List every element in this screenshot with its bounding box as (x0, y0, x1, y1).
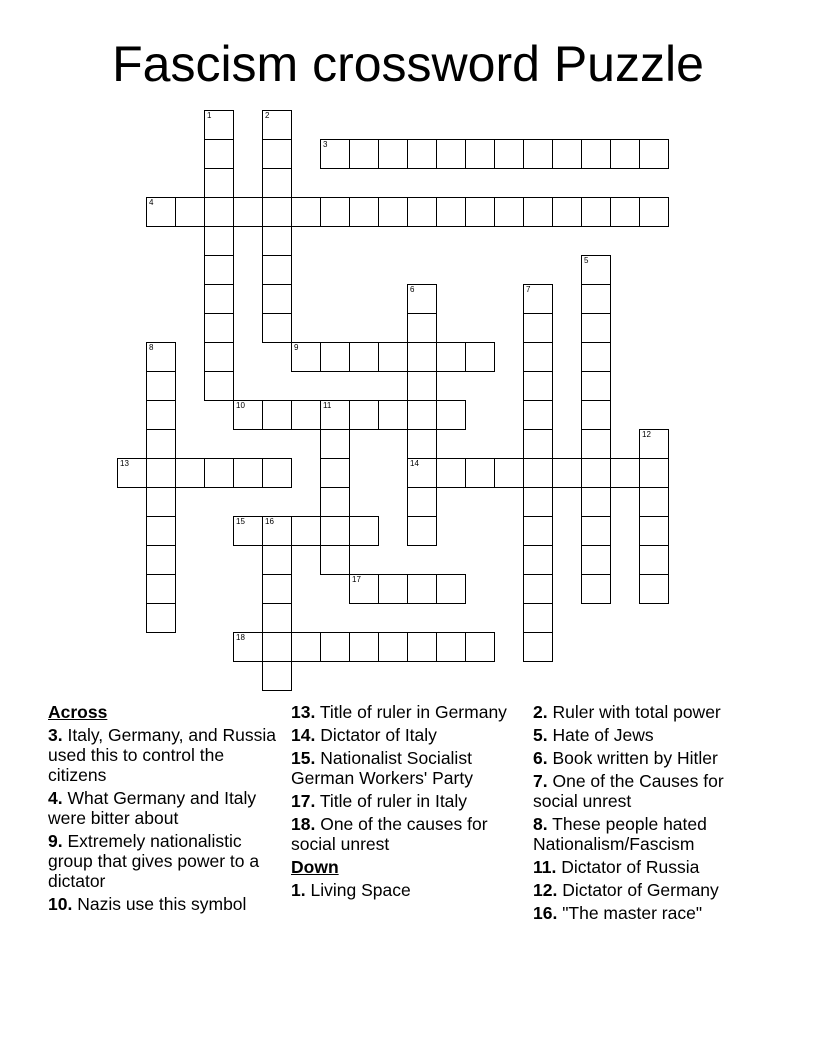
clue-across-14: 14. Dictator of Italy (291, 725, 437, 745)
grid-cell[interactable] (349, 139, 379, 169)
grid-cell[interactable] (639, 197, 669, 227)
cell-number: 14 (410, 459, 419, 468)
grid-cell[interactable] (320, 342, 350, 372)
grid-cell[interactable] (581, 342, 611, 372)
grid-cell[interactable] (204, 110, 234, 140)
grid-cell[interactable] (320, 429, 350, 459)
grid-cell[interactable] (262, 516, 292, 546)
grid-cell[interactable] (262, 400, 292, 430)
grid-cell[interactable] (291, 516, 321, 546)
grid-cell[interactable] (146, 487, 176, 517)
grid-cell[interactable] (552, 139, 582, 169)
grid-cell[interactable] (581, 313, 611, 343)
grid-cell[interactable] (146, 603, 176, 633)
grid-cell[interactable] (407, 284, 437, 314)
clue-down-7: 7. One of the Causes for social unrest (533, 771, 724, 811)
grid-cell[interactable] (291, 197, 321, 227)
grid-cell[interactable] (262, 632, 292, 662)
grid-cell[interactable] (320, 139, 350, 169)
grid-cell[interactable] (523, 516, 553, 546)
grid-cell[interactable] (465, 342, 495, 372)
grid-cell[interactable] (233, 197, 263, 227)
grid-cell[interactable] (610, 458, 640, 488)
grid-cell[interactable] (320, 400, 350, 430)
clue-across-17: 17. Title of ruler in Italy (291, 791, 468, 811)
clue-across-15: 15. Nationalist Socialist German Workers' Party (291, 748, 473, 788)
grid-cell[interactable] (320, 516, 350, 546)
grid-cell[interactable] (494, 139, 524, 169)
grid-cell[interactable] (262, 313, 292, 343)
grid-cell[interactable] (146, 516, 176, 546)
grid-cell[interactable] (465, 139, 495, 169)
cell-number: 3 (323, 140, 328, 149)
grid-cell[interactable] (523, 429, 553, 459)
grid-cell[interactable] (523, 342, 553, 372)
grid-cell[interactable] (407, 429, 437, 459)
grid-cell[interactable] (146, 371, 176, 401)
clue-across-3: 3. Italy, Germany, and Russia used this to control the citizens (48, 725, 276, 785)
grid-cell[interactable] (204, 371, 234, 401)
clue-down-2: 2. Ruler with total power (533, 702, 721, 722)
grid-cell[interactable] (233, 458, 263, 488)
grid-cell[interactable] (146, 574, 176, 604)
cell-number: 10 (236, 401, 245, 410)
grid-cell[interactable] (639, 429, 669, 459)
cell-number: 5 (584, 256, 589, 265)
clue-across-9: 9. Extremely nationalistic group that gives power to a dictator (48, 831, 260, 891)
cell-number: 15 (236, 517, 245, 526)
grid-cell[interactable] (523, 313, 553, 343)
grid-cell[interactable] (407, 371, 437, 401)
clues-column-2 (291, 702, 516, 903)
grid-cell[interactable] (436, 632, 466, 662)
cell-number: 17 (352, 575, 361, 584)
grid-cell[interactable] (581, 545, 611, 575)
grid-cell[interactable] (407, 313, 437, 343)
grid-cell[interactable] (349, 632, 379, 662)
grid-cell[interactable] (407, 516, 437, 546)
grid-cell[interactable] (262, 255, 292, 285)
grid-cell[interactable] (320, 632, 350, 662)
clue-across-13: 13. Title of ruler in Germany (291, 702, 507, 722)
cell-number: 1 (207, 111, 212, 120)
grid-cell[interactable] (262, 545, 292, 575)
clue-down-12: 12. Dictator of Germany (533, 880, 719, 900)
clue-across-4: 4. What Germany and Italy were bitter about (48, 788, 257, 828)
clue-across-10: 10. Nazis use this symbol (48, 894, 247, 914)
cell-number: 12 (642, 430, 651, 439)
grid-cell[interactable] (146, 197, 176, 227)
grid-cell[interactable] (320, 197, 350, 227)
grid-cell[interactable] (262, 574, 292, 604)
grid-cell[interactable] (610, 197, 640, 227)
clues-column-1 (48, 702, 278, 917)
grid-cell[interactable] (146, 342, 176, 372)
grid-cell[interactable] (639, 458, 669, 488)
grid-cell[interactable] (320, 487, 350, 517)
grid-cell[interactable] (291, 400, 321, 430)
grid-cell[interactable] (552, 197, 582, 227)
grid-cell[interactable] (378, 574, 408, 604)
clue-down-5: 5. Hate of Jews (533, 725, 654, 745)
grid-cell[interactable] (291, 632, 321, 662)
grid-cell[interactable] (436, 574, 466, 604)
cell-number: 8 (149, 343, 154, 352)
grid-cell[interactable] (204, 197, 234, 227)
grid-cell[interactable] (320, 545, 350, 575)
grid-cell[interactable] (233, 400, 263, 430)
grid-cell[interactable] (436, 458, 466, 488)
grid-cell[interactable] (291, 342, 321, 372)
grid-cell[interactable] (407, 632, 437, 662)
cell-number: 18 (236, 633, 245, 642)
grid-cell[interactable] (262, 168, 292, 198)
grid-cell[interactable] (639, 487, 669, 517)
grid-cell[interactable] (204, 342, 234, 372)
grid-cell[interactable] (581, 516, 611, 546)
puzzle-title: Fascism crossword Puzzle (112, 36, 704, 92)
grid-cell[interactable] (204, 139, 234, 169)
grid-cell[interactable] (262, 197, 292, 227)
cell-number: 11 (323, 401, 332, 410)
grid-cell[interactable] (349, 574, 379, 604)
grid-cell[interactable] (407, 139, 437, 169)
grid-cell[interactable] (581, 429, 611, 459)
grid-cell[interactable] (639, 139, 669, 169)
grid-cell[interactable] (378, 400, 408, 430)
grid-cell[interactable] (436, 400, 466, 430)
grid-cell[interactable] (581, 371, 611, 401)
clue-across-18: 18. One of the causes for social unrest (291, 814, 488, 854)
grid-cell[interactable] (523, 197, 553, 227)
grid-cell[interactable] (204, 255, 234, 285)
grid-cell[interactable] (523, 139, 553, 169)
cell-number: 6 (410, 285, 415, 294)
grid-cell[interactable] (523, 284, 553, 314)
grid-cell[interactable] (436, 139, 466, 169)
clue-down-16: 16. "The master race" (533, 903, 703, 923)
grid-cell[interactable] (639, 516, 669, 546)
grid-cell[interactable] (465, 632, 495, 662)
grid-cell[interactable] (523, 603, 553, 633)
clue-down-1: 1. Living Space (291, 880, 411, 900)
grid-cell[interactable] (349, 342, 379, 372)
cell-number: 7 (526, 285, 531, 294)
grid-cell[interactable] (465, 458, 495, 488)
grid-cell[interactable] (349, 197, 379, 227)
grid-cell[interactable] (146, 458, 176, 488)
grid-cell[interactable] (378, 139, 408, 169)
down-heading: Down (291, 857, 339, 877)
cell-number: 2 (265, 111, 270, 120)
grid-cell[interactable] (204, 313, 234, 343)
grid-cell[interactable] (581, 487, 611, 517)
grid-cell[interactable] (639, 545, 669, 575)
grid-cell[interactable] (581, 139, 611, 169)
grid-cell[interactable] (146, 545, 176, 575)
grid-cell[interactable] (610, 139, 640, 169)
grid-cell[interactable] (117, 458, 147, 488)
grid-cell[interactable] (175, 458, 205, 488)
grid-cell[interactable] (262, 661, 292, 691)
grid-cell[interactable] (407, 574, 437, 604)
grid-cell[interactable] (233, 516, 263, 546)
grid-cell[interactable] (407, 487, 437, 517)
cell-number: 4 (149, 198, 154, 207)
grid-cell[interactable] (523, 371, 553, 401)
grid-cell[interactable] (523, 400, 553, 430)
grid-cell[interactable] (523, 574, 553, 604)
grid-cell[interactable] (407, 458, 437, 488)
grid-cell[interactable] (204, 226, 234, 256)
grid-cell[interactable] (407, 197, 437, 227)
grid-cell[interactable] (204, 458, 234, 488)
grid-cell[interactable] (494, 458, 524, 488)
grid-cell[interactable] (581, 197, 611, 227)
grid-cell[interactable] (262, 458, 292, 488)
grid-cell[interactable] (581, 400, 611, 430)
grid-cell[interactable] (523, 632, 553, 662)
grid-cell[interactable] (320, 458, 350, 488)
cell-number: 13 (120, 459, 129, 468)
grid-cell[interactable] (581, 574, 611, 604)
clue-down-6: 6. Book written by Hitler (533, 748, 718, 768)
grid-cell[interactable] (639, 574, 669, 604)
grid-cell[interactable] (581, 458, 611, 488)
grid-cell[interactable] (204, 168, 234, 198)
grid-cell[interactable] (465, 197, 495, 227)
cell-number: 9 (294, 343, 299, 352)
grid-cell[interactable] (262, 284, 292, 314)
grid-cell[interactable] (407, 342, 437, 372)
grid-cell[interactable] (378, 197, 408, 227)
grid-cell[interactable] (523, 545, 553, 575)
clue-down-11: 11. Dictator of Russia (533, 857, 700, 877)
clue-down-8: 8. These people hated Nationalism/Fascism (533, 814, 707, 854)
grid-cell[interactable] (523, 487, 553, 517)
across-heading: Across (48, 702, 108, 722)
grid-cell[interactable] (436, 197, 466, 227)
grid-cell[interactable] (233, 632, 263, 662)
grid-cell[interactable] (175, 197, 205, 227)
grid-cell[interactable] (581, 255, 611, 285)
grid-cell[interactable] (204, 284, 234, 314)
grid-cell[interactable] (146, 429, 176, 459)
grid-cell[interactable] (436, 342, 466, 372)
grid-cell[interactable] (523, 458, 553, 488)
grid-cell[interactable] (378, 632, 408, 662)
grid-cell[interactable] (262, 139, 292, 169)
grid-cell[interactable] (262, 226, 292, 256)
grid-cell[interactable] (552, 458, 582, 488)
grid-cell[interactable] (581, 284, 611, 314)
grid-cell[interactable] (262, 110, 292, 140)
cell-number: 16 (265, 517, 274, 526)
grid-cell[interactable] (349, 400, 379, 430)
grid-cell[interactable] (146, 400, 176, 430)
grid-cell[interactable] (407, 400, 437, 430)
grid-cell[interactable] (494, 197, 524, 227)
grid-cell[interactable] (349, 516, 379, 546)
grid-cell[interactable] (378, 342, 408, 372)
grid-cell[interactable] (262, 603, 292, 633)
clues-column-3 (533, 702, 773, 926)
